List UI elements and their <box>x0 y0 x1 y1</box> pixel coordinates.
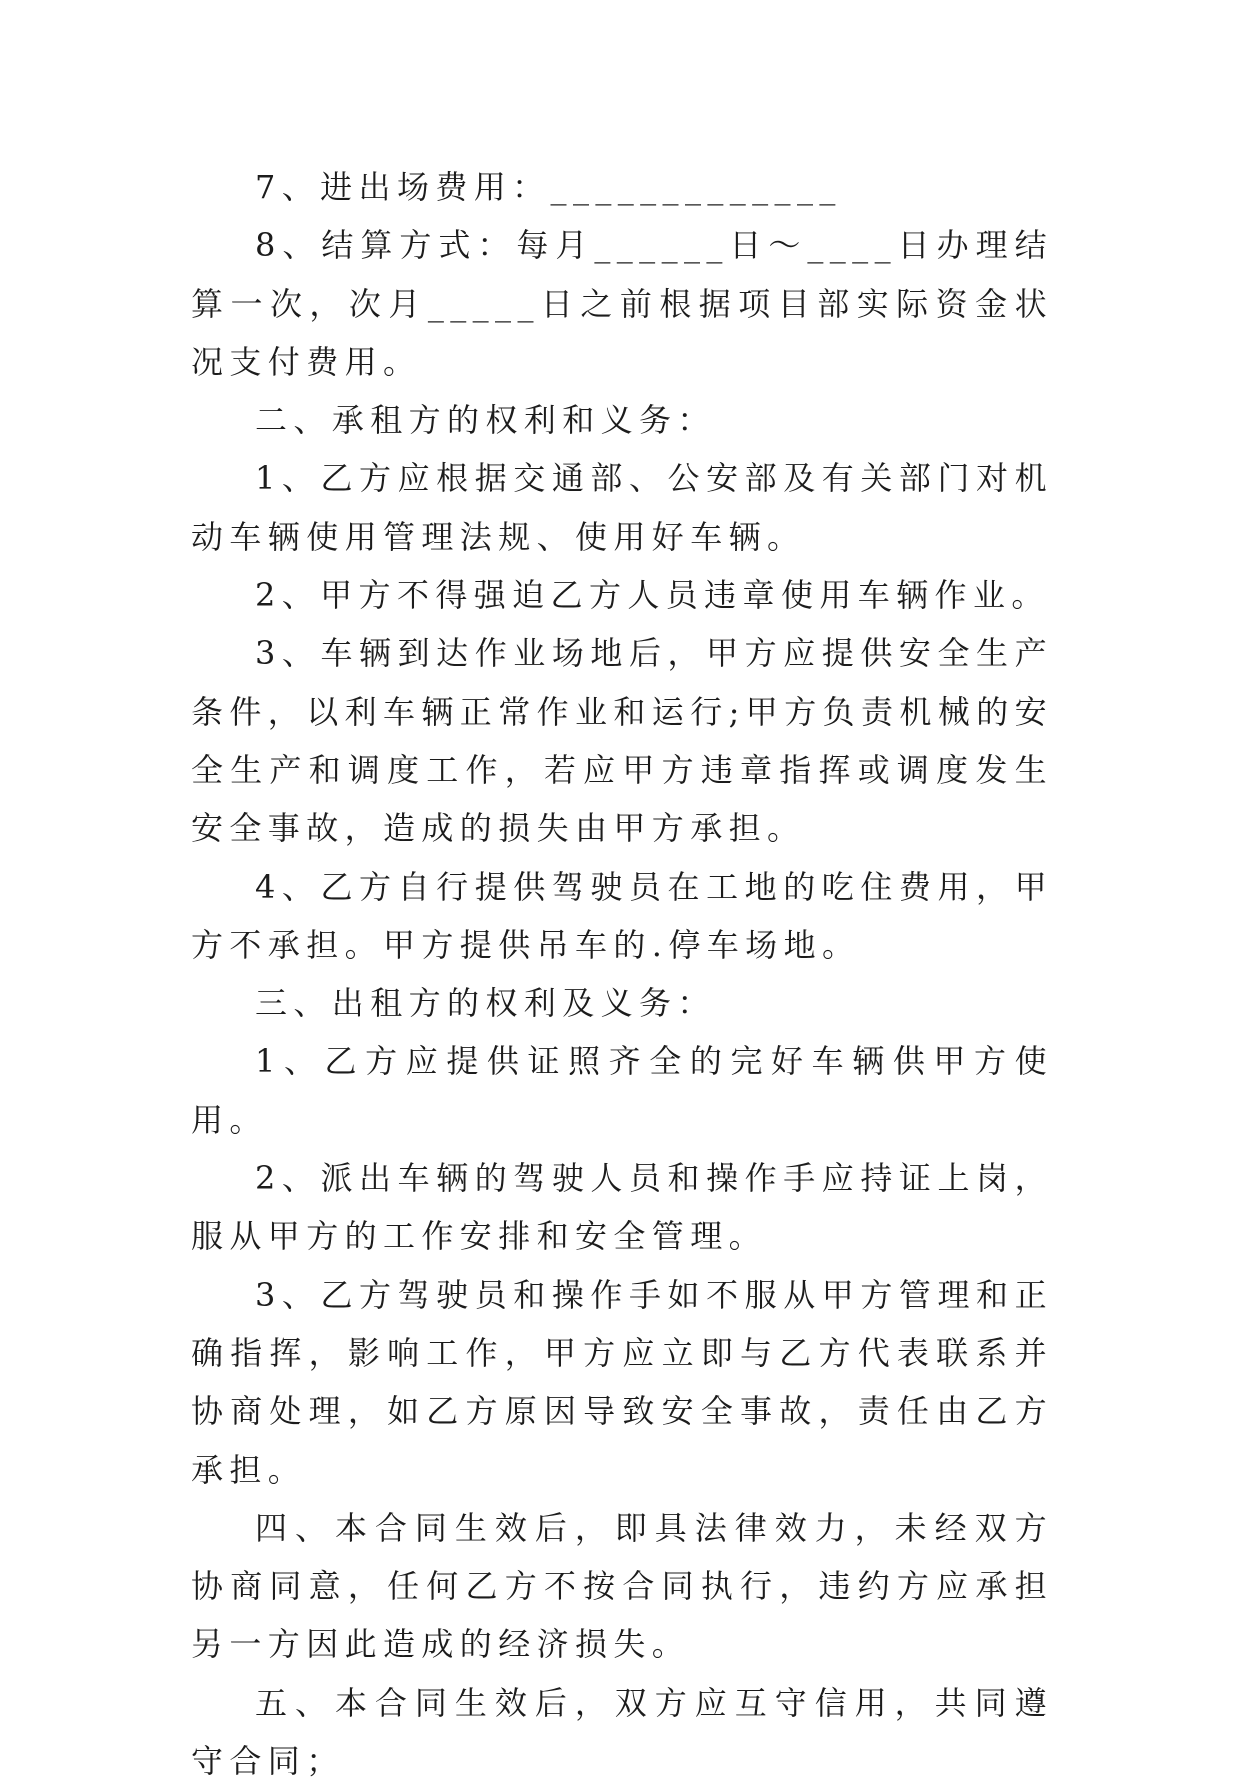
document-body <box>191 158 1053 1790</box>
lessor-clause-3: 3、乙方驾驶员和操作手如不服从甲方管理和正确指挥，影响工作，甲方应立即与乙方代表联系并协商处理，如乙方原因导致安全事故，责任由乙方承担。 <box>191 1275 1053 1489</box>
section-heading-lessor-rights: 三、出租方的权利及义务： <box>255 984 716 1023</box>
clause-entry-exit-fee: 7、进出场费用：_____________ <box>255 168 842 206</box>
section-four-legal-effect: 四、本合同生效后，即具法律效力，未经双方协商同意，任何乙方不按合同执行，违约方应承担另一方因此造成的经济损失。 <box>191 1508 1053 1664</box>
lessor-clause-2: 2、派出车辆的驾驶人员和操作手应持证上岗，服从甲方的工作安排和安全管理。 <box>191 1159 1053 1256</box>
clause-settlement-method: 8、结算方式：每月______日～____日办理结算一次，次月_____日之前根据项目部实际资金状况支付费用。 <box>191 226 1053 381</box>
lessee-clause-1: 1、乙方应根据交通部、公安部及有关部门对机动车辆使用管理法规、使用好车辆。 <box>191 459 1053 556</box>
lessor-clause-1: 1、乙方应提供证照齐全的完好车辆供甲方使用。 <box>191 1042 1053 1139</box>
lessee-clause-3: 3、车辆到达作业场地后，甲方应提供安全生产条件，以利车辆正常作业和运行;甲方负责机械的安全生产和调度工作，若应甲方违章指挥或调度发生安全事故，造成的损失由甲方承担。 <box>191 634 1053 848</box>
section-five-mutual-trust: 五、本合同生效后，双方应互守信用，共同遵守合同； <box>191 1683 1053 1781</box>
lessee-clause-2: 2、甲方不得强迫乙方人员违章使用车辆作业。 <box>255 576 1050 615</box>
lessee-clause-4: 4、乙方自行提供驾驶员在工地的吃住费用，甲方不承担。甲方提供吊车的.停车场地。 <box>191 867 1053 964</box>
section-heading-lessee-rights: 二、承租方的权利和义务： <box>255 401 716 440</box>
